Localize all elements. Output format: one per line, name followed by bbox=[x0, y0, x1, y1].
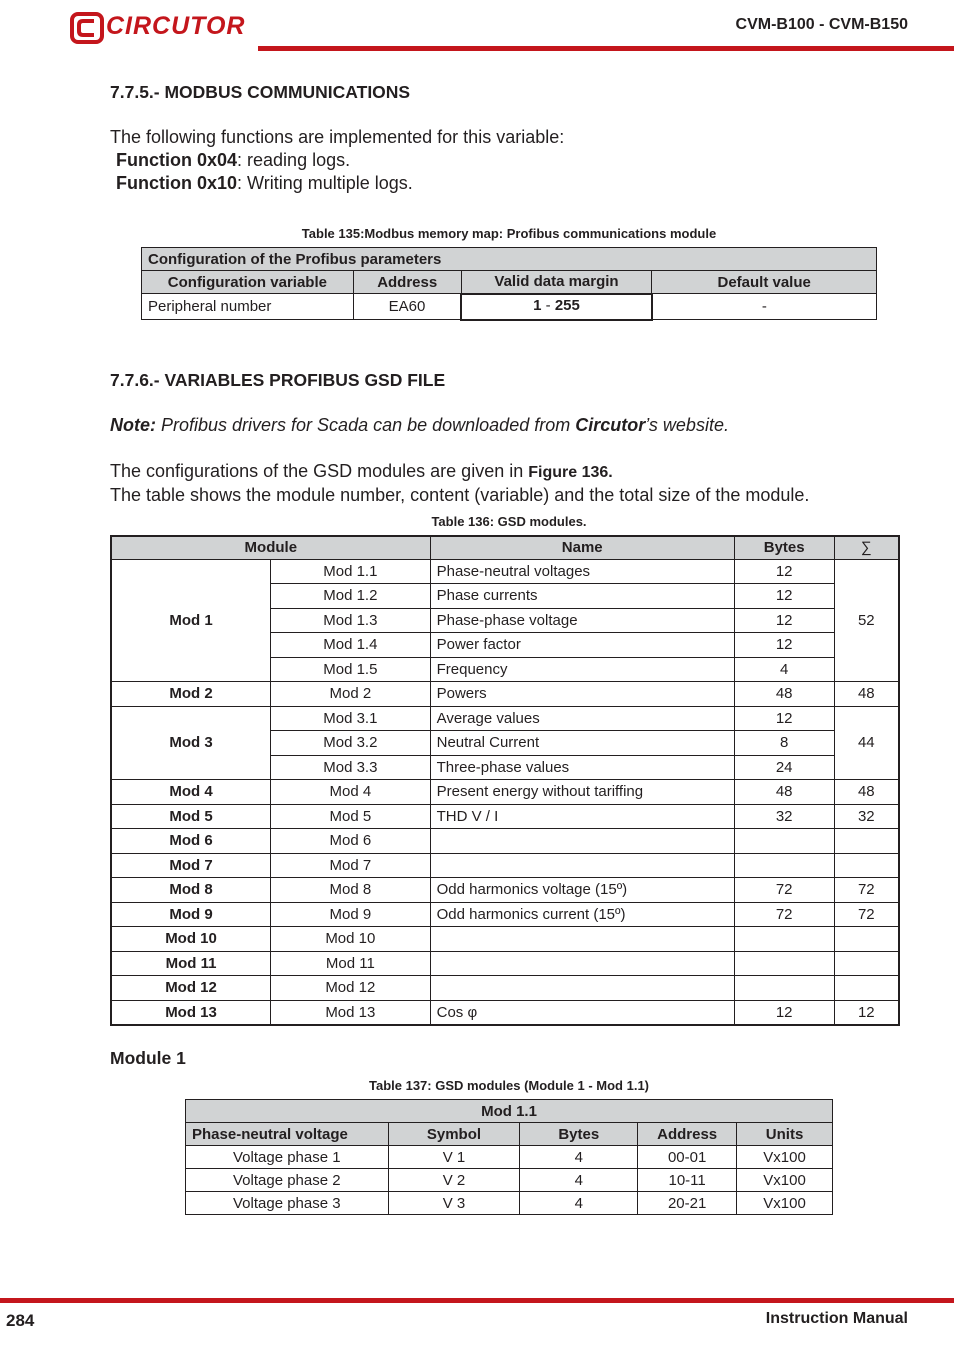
note-brand: Circutor bbox=[575, 415, 646, 435]
table-row bbox=[111, 559, 899, 584]
note-text: Profibus drivers for Scada can be downloaded from bbox=[156, 415, 576, 435]
cell-submodule: Mod 12 bbox=[271, 976, 431, 1001]
cell-submodule: Mod 1.4 bbox=[271, 633, 431, 658]
cell-module: Mod 9 bbox=[111, 902, 271, 927]
cell-submodule: Mod 7 bbox=[271, 853, 431, 878]
cell-symbol: V 3 bbox=[388, 1192, 520, 1215]
cell-bytes bbox=[734, 853, 834, 878]
function-code: Function 0x04 bbox=[116, 150, 238, 170]
model-title: CVM-B100 - CVM-B150 bbox=[735, 16, 908, 33]
cell-submodule: Mod 1.3 bbox=[271, 608, 431, 633]
table-row bbox=[111, 853, 899, 878]
cell-bytes: 12 bbox=[734, 559, 834, 584]
cell-submodule: Mod 4 bbox=[271, 780, 431, 805]
function-desc: : Writing multiple logs. bbox=[237, 173, 413, 193]
cell-symbol: V 2 bbox=[388, 1169, 520, 1192]
cell-bytes: 4 bbox=[520, 1146, 638, 1169]
cell-bytes: 4 bbox=[520, 1192, 638, 1215]
table-135 bbox=[141, 247, 877, 321]
cell-total bbox=[834, 853, 899, 878]
column-header: Bytes bbox=[520, 1123, 638, 1146]
cell-name: Neutral Current bbox=[430, 731, 734, 756]
cell-name bbox=[430, 927, 734, 952]
cell-name: Phase currents bbox=[430, 584, 734, 609]
column-header: Configuration variable bbox=[142, 271, 354, 294]
cell-module: Mod 2 bbox=[111, 682, 271, 707]
cell-total bbox=[834, 927, 899, 952]
cell-module: Mod 3 bbox=[111, 706, 271, 780]
cell-total: 48 bbox=[834, 780, 899, 805]
cell-name: Phase-phase voltage bbox=[430, 608, 734, 633]
cell-module: Mod 8 bbox=[111, 878, 271, 903]
table-row bbox=[111, 804, 899, 829]
cell-bytes: 12 bbox=[734, 633, 834, 658]
cell-module: Mod 1 bbox=[111, 559, 271, 682]
table-137 bbox=[185, 1099, 833, 1215]
cell-total bbox=[834, 829, 899, 854]
gsd-para-1 bbox=[110, 460, 809, 484]
table-137-caption: Table 137: GSD modules (Module 1 - Mod 1.1) bbox=[368, 1078, 650, 1093]
cell-module: Mod 7 bbox=[111, 853, 271, 878]
cell-units: Vx100 bbox=[737, 1192, 833, 1215]
cell-units: Vx100 bbox=[737, 1146, 833, 1169]
table-row bbox=[111, 927, 899, 952]
margin-to: 255 bbox=[554, 296, 580, 314]
cell-total: 44 bbox=[834, 706, 899, 780]
cell-submodule: Mod 1.5 bbox=[271, 657, 431, 682]
column-header: Valid data margin bbox=[461, 271, 652, 294]
column-header: Address bbox=[638, 1123, 737, 1146]
footer-rule bbox=[0, 1298, 954, 1303]
cell-total: 12 bbox=[834, 1000, 899, 1025]
cell-bytes: 48 bbox=[734, 682, 834, 707]
table-row bbox=[111, 878, 899, 903]
cell-bytes: 12 bbox=[734, 706, 834, 731]
column-header: Address bbox=[353, 271, 461, 294]
table-row bbox=[142, 294, 877, 320]
section-heading-modbus: 7.7.5.- MODBUS COMMUNICATIONS bbox=[110, 82, 411, 102]
functions-intro-text: The following functions are implemented for this variable: bbox=[110, 127, 565, 147]
cell-name: Three-phase values bbox=[430, 755, 734, 780]
table-header-row bbox=[111, 536, 899, 559]
note-label: Note: bbox=[110, 415, 156, 435]
cell-name: Average values bbox=[430, 706, 734, 731]
cell-bytes: 12 bbox=[734, 1000, 834, 1025]
table-group-header-row bbox=[186, 1100, 833, 1123]
cell-submodule: Mod 1.1 bbox=[271, 559, 431, 584]
function-0x10-line bbox=[110, 172, 564, 195]
cell-total bbox=[834, 976, 899, 1001]
module-1-heading: Module 1 bbox=[110, 1048, 186, 1068]
header-rule bbox=[258, 46, 954, 51]
cell-total bbox=[834, 951, 899, 976]
cell-variable: Peripheral number bbox=[142, 294, 354, 320]
table-group-header-row bbox=[142, 248, 877, 271]
column-header: Module bbox=[111, 536, 430, 559]
cell-name: Powers bbox=[430, 682, 734, 707]
cell-symbol: V 1 bbox=[388, 1146, 520, 1169]
table-row bbox=[111, 902, 899, 927]
cell-module: Mod 12 bbox=[111, 976, 271, 1001]
cell-bytes: 72 bbox=[734, 902, 834, 927]
cell-bytes: 12 bbox=[734, 608, 834, 633]
figure-reference: Figure 136. bbox=[528, 464, 613, 481]
cell-submodule: Mod 1.2 bbox=[271, 584, 431, 609]
cell-address: 00-01 bbox=[638, 1146, 737, 1169]
note-line bbox=[110, 414, 729, 437]
cell-bytes: 24 bbox=[734, 755, 834, 780]
cell-name bbox=[430, 976, 734, 1001]
cell-total: 72 bbox=[834, 902, 899, 927]
cell-module: Mod 13 bbox=[111, 1000, 271, 1025]
table-group-header: Configuration of the Profibus parameters bbox=[142, 248, 877, 271]
cell-submodule: Mod 8 bbox=[271, 878, 431, 903]
cell-default: - bbox=[652, 294, 877, 320]
cell-address: EA60 bbox=[353, 294, 461, 320]
gsd-para-1-text: The configurations of the GSD modules are given in bbox=[110, 461, 529, 481]
table-row bbox=[111, 706, 899, 731]
cell-bytes: 4 bbox=[734, 657, 834, 682]
table-row bbox=[186, 1146, 833, 1169]
table-row bbox=[186, 1169, 833, 1192]
cell-submodule: Mod 6 bbox=[271, 829, 431, 854]
cell-name bbox=[430, 951, 734, 976]
cell-variable: Voltage phase 3 bbox=[186, 1192, 389, 1215]
cell-name: Odd harmonics voltage (15º) bbox=[430, 878, 734, 903]
cell-name bbox=[430, 853, 734, 878]
cell-bytes bbox=[734, 927, 834, 952]
cell-name: Phase-neutral voltages bbox=[430, 559, 734, 584]
cell-units: Vx100 bbox=[737, 1169, 833, 1192]
table-row bbox=[111, 976, 899, 1001]
cell-bytes bbox=[734, 976, 834, 1001]
margin-from: 1 bbox=[533, 296, 542, 314]
table-row bbox=[111, 951, 899, 976]
table-row bbox=[111, 1000, 899, 1025]
cell-submodule: Mod 3.3 bbox=[271, 755, 431, 780]
cell-submodule: Mod 13 bbox=[271, 1000, 431, 1025]
cell-name: THD V / I bbox=[430, 804, 734, 829]
table-136-caption: Table 136: GSD modules. bbox=[431, 514, 587, 529]
functions-intro bbox=[110, 126, 564, 195]
cell-total: 52 bbox=[834, 559, 899, 682]
cell-submodule: Mod 3.1 bbox=[271, 706, 431, 731]
column-header: Phase-neutral voltage bbox=[186, 1123, 389, 1146]
table-row bbox=[111, 682, 899, 707]
cell-module: Mod 11 bbox=[111, 951, 271, 976]
note-end: ’s website. bbox=[645, 415, 729, 435]
table-136 bbox=[110, 535, 900, 1026]
cell-variable: Voltage phase 2 bbox=[186, 1169, 389, 1192]
cell-submodule: Mod 9 bbox=[271, 902, 431, 927]
cell-bytes: 72 bbox=[734, 878, 834, 903]
function-code: Function 0x10 bbox=[116, 173, 238, 193]
cell-name: Present energy without tariffing bbox=[430, 780, 734, 805]
column-header: Default value bbox=[652, 271, 877, 294]
cell-submodule: Mod 5 bbox=[271, 804, 431, 829]
footer-title: Instruction Manual bbox=[765, 1310, 908, 1327]
cell-bytes: 8 bbox=[734, 731, 834, 756]
cell-address: 20-21 bbox=[638, 1192, 737, 1215]
cell-module: Mod 4 bbox=[111, 780, 271, 805]
cell-bytes: 32 bbox=[734, 804, 834, 829]
cell-name: Cos φ bbox=[430, 1000, 734, 1025]
function-desc: : reading logs. bbox=[237, 150, 351, 170]
cell-submodule: Mod 10 bbox=[271, 927, 431, 952]
page-number: 284 bbox=[6, 1311, 35, 1330]
column-header: ∑ bbox=[834, 536, 899, 559]
gsd-description bbox=[110, 460, 809, 507]
column-header: Name bbox=[430, 536, 734, 559]
table-row bbox=[111, 829, 899, 854]
cell-total: 48 bbox=[834, 682, 899, 707]
column-header: Bytes bbox=[734, 536, 834, 559]
function-0x04-line bbox=[110, 149, 564, 172]
cell-bytes: 4 bbox=[520, 1169, 638, 1192]
table-header-row bbox=[186, 1123, 833, 1146]
cell-total: 72 bbox=[834, 878, 899, 903]
cell-name bbox=[430, 829, 734, 854]
cell-module: Mod 10 bbox=[111, 927, 271, 952]
table-135-caption: Table 135:Modbus memory map: Profibus communications module bbox=[301, 226, 717, 241]
margin-sep: - bbox=[541, 296, 555, 314]
gsd-para-2: The table shows the module number, content (variable) and the total size of the module. bbox=[110, 485, 810, 505]
table-header-row bbox=[142, 271, 877, 294]
cell-bytes: 12 bbox=[734, 584, 834, 609]
table-group-header: Mod 1.1 bbox=[186, 1100, 833, 1123]
cell-module: Mod 5 bbox=[111, 804, 271, 829]
cell-module: Mod 6 bbox=[111, 829, 271, 854]
cell-variable: Voltage phase 1 bbox=[186, 1146, 389, 1169]
cell-submodule: Mod 11 bbox=[271, 951, 431, 976]
cell-name: Power factor bbox=[430, 633, 734, 658]
cell-margin bbox=[461, 294, 652, 320]
column-header: Symbol bbox=[388, 1123, 520, 1146]
table-row bbox=[111, 780, 899, 805]
cell-bytes: 48 bbox=[734, 780, 834, 805]
cell-name: Odd harmonics current (15º) bbox=[430, 902, 734, 927]
table-row bbox=[186, 1192, 833, 1215]
cell-submodule: Mod 3.2 bbox=[271, 731, 431, 756]
cell-submodule: Mod 2 bbox=[271, 682, 431, 707]
cell-bytes bbox=[734, 951, 834, 976]
cell-total: 32 bbox=[834, 804, 899, 829]
column-header: Units bbox=[737, 1123, 833, 1146]
cell-address: 10-11 bbox=[638, 1169, 737, 1192]
cell-bytes bbox=[734, 829, 834, 854]
cell-name: Frequency bbox=[430, 657, 734, 682]
brand-name: CIRCUTOR bbox=[106, 12, 246, 40]
section-heading-gsd: 7.7.6.- VARIABLES PROFIBUS GSD FILE bbox=[110, 370, 446, 390]
